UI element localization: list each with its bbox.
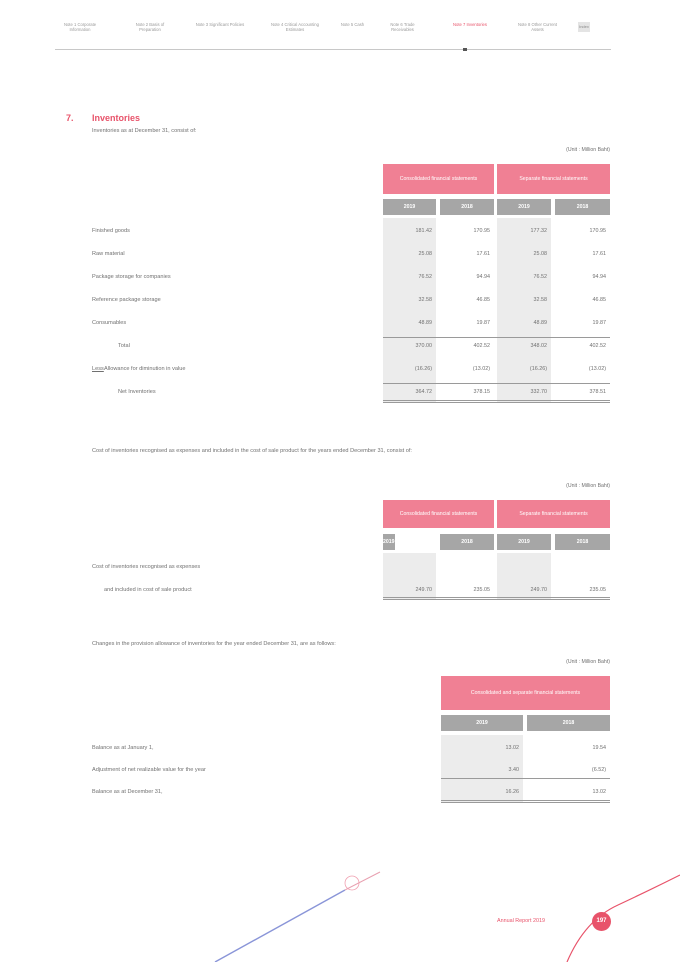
- section-intro: Inventories as at December 31, consist of:: [92, 128, 197, 134]
- table3-cell: (6.52): [591, 767, 606, 773]
- table2-cell: 249.70: [415, 587, 432, 593]
- table2-row-label: Cost of inventories recognised as expenses: [92, 564, 201, 570]
- table2-header-consolidated: Consolidated financial statements: [383, 500, 494, 528]
- table1-total-label: Total: [118, 343, 130, 349]
- nav-item-note8[interactable]: Note 8 Other Current Assets: [517, 22, 558, 33]
- table1-cell: 48.89: [418, 320, 432, 326]
- table2-cell: 235.05: [473, 587, 490, 593]
- table3-cell: 13.02: [505, 745, 519, 751]
- nav-item-note7[interactable]: Note 7 Inventories: [453, 22, 487, 27]
- nav-item-note1[interactable]: Note 1 Corporate Information: [63, 22, 97, 33]
- table1-cell: 17.61: [592, 251, 606, 257]
- decor-line-pink: [345, 872, 380, 890]
- table1-row-label: Raw material: [92, 251, 125, 257]
- table1-cell: 170.95: [473, 228, 490, 234]
- section-number: 7.: [66, 113, 74, 123]
- table3-row-label: Balance as at December 31,: [92, 789, 163, 795]
- table1-net-cell: 378.51: [589, 389, 606, 395]
- table3-header: Consolidated and separate financial statements: [441, 676, 610, 710]
- cost-paragraph: Cost of inventories recognised as expenses and included in the cost of sale product for the years ended December 31, consist of:: [92, 448, 412, 454]
- table1-net-label: Net Inventories: [118, 389, 156, 395]
- table1-cell: 76.52: [533, 274, 547, 280]
- page-number-badge: 197: [592, 912, 611, 931]
- table2-header-separate: Separate financial statements: [497, 500, 610, 528]
- nav-item-note3[interactable]: Note 3 Significant Policies: [195, 22, 245, 27]
- decor-curve-red: [567, 875, 680, 962]
- table1-cell: 19.87: [592, 320, 606, 326]
- footer-report-label: Annual Report 2019: [497, 918, 545, 924]
- table1-cell: 17.61: [476, 251, 490, 257]
- table1-cell: 46.85: [476, 297, 490, 303]
- table1-header-consolidated: Consolidated financial statements: [383, 164, 494, 194]
- table1-total-cell: 402.52: [473, 343, 490, 349]
- table1-cell: 94.94: [592, 274, 606, 280]
- table1-cell: 177.32: [530, 228, 547, 234]
- decor-line-blue: [215, 890, 345, 962]
- table1-less-cell: (13.02): [588, 366, 606, 372]
- table2-year: 2018: [440, 534, 494, 550]
- unit-label-2: (Unit : Million Baht): [566, 483, 610, 489]
- table1-net-cell: 364.72: [415, 389, 432, 395]
- table3-row-label: Balance as at January 1,: [92, 745, 154, 751]
- table1-less-cell: (13.02): [472, 366, 490, 372]
- table2-year: 2019: [383, 534, 395, 550]
- table3-year: 2018: [527, 715, 610, 731]
- table1-total-cell: 402.52: [589, 343, 606, 349]
- section-heading: Inventories: [92, 113, 141, 123]
- table1-total-cell: 348.02: [530, 343, 547, 349]
- nav-item-note2[interactable]: Note 2 Basis of Preparation: [135, 22, 165, 33]
- table3-row-label: Adjustment of net realizable value for the year: [92, 767, 206, 773]
- index-button[interactable]: Index: [578, 22, 590, 32]
- table3-cell: 16.26: [505, 789, 519, 795]
- table1-net-cell: 332.70: [530, 389, 547, 395]
- table1-less-label: Allowance for diminution in value: [104, 366, 186, 372]
- nav-item-note4[interactable]: Note 4 Critical Accounting Estimates: [271, 22, 319, 33]
- table2-year: 2018: [555, 534, 610, 550]
- table1-cell: 19.87: [476, 320, 490, 326]
- table1-cell: 25.08: [418, 251, 432, 257]
- table1-net-cell: 378.15: [473, 389, 490, 395]
- table1-cell: 32.58: [418, 297, 432, 303]
- table1-cell: 46.85: [592, 297, 606, 303]
- table1-cell: 170.95: [589, 228, 606, 234]
- table2-cell: 249.70: [530, 587, 547, 593]
- table1-less-prefix: Less: [92, 366, 104, 372]
- changes-paragraph: Changes in the provision allowance of inventories for the year ended December 31, are as follows:: [92, 641, 336, 647]
- table2-row-label: and included in cost of sale product: [104, 587, 192, 593]
- table1-row-label: Reference package storage: [92, 297, 161, 303]
- table1-cell: 94.94: [476, 274, 490, 280]
- unit-label-3: (Unit : Million Baht): [566, 659, 610, 665]
- table1-row-label: Consumables: [92, 320, 127, 326]
- table1-cell: 48.89: [533, 320, 547, 326]
- table1-cell: 25.08: [533, 251, 547, 257]
- table1-year: 2019: [383, 199, 436, 215]
- table3-cell: 3.40: [508, 767, 519, 773]
- table1-year: 2019: [497, 199, 551, 215]
- table3-cell: 13.02: [592, 789, 606, 795]
- nav-item-note5[interactable]: Note 5 Cash: [340, 22, 365, 27]
- table1-cell: 32.58: [533, 297, 547, 303]
- unit-label-1: (Unit : Million Baht): [566, 147, 610, 153]
- table1-year: 2018: [440, 199, 494, 215]
- table1-row-label: Finished goods: [92, 228, 130, 234]
- table1-less-cell: (16.26): [529, 366, 547, 372]
- table3-cell: 19.54: [592, 745, 606, 751]
- nav-item-note6[interactable]: Note 6 Trade Receivables: [390, 22, 415, 33]
- table2-cell: 235.05: [589, 587, 606, 593]
- table3-year: 2019: [441, 715, 523, 731]
- table1-cell: 181.42: [415, 228, 432, 234]
- table1-cell: 76.52: [418, 274, 432, 280]
- table1-row-label: Package storage for companies: [92, 274, 171, 280]
- table2-year: 2019: [497, 534, 551, 550]
- table1-header-separate: Separate financial statements: [497, 164, 610, 194]
- table1-less-cell: (16.26): [414, 366, 432, 372]
- decor-circle: [345, 876, 359, 890]
- table1-total-cell: 370.00: [415, 343, 432, 349]
- table1-year: 2018: [555, 199, 610, 215]
